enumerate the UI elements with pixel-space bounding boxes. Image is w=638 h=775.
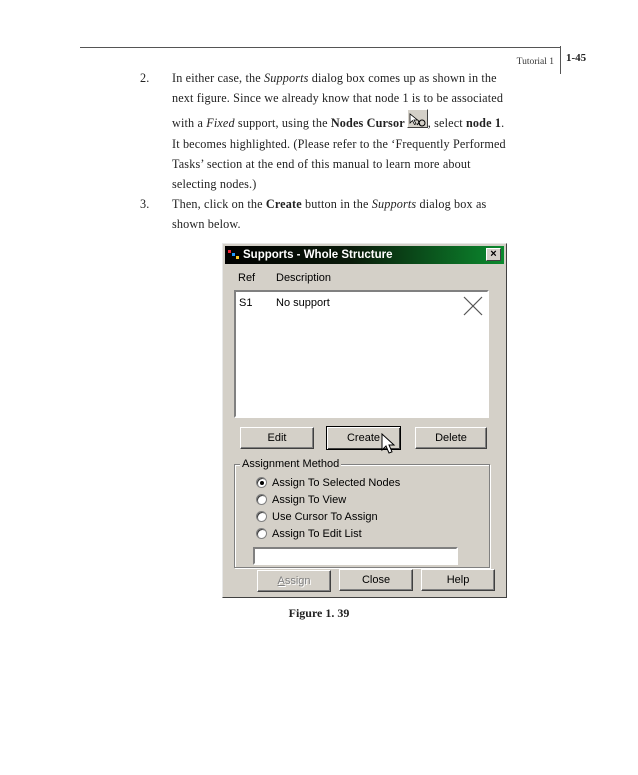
column-header-ref: Ref <box>238 272 256 284</box>
help-button[interactable]: Help <box>421 569 495 591</box>
column-header-description: Description <box>276 272 332 284</box>
step-number: 3. <box>140 197 150 211</box>
radio-button[interactable] <box>256 511 267 522</box>
radio-button[interactable] <box>256 528 267 539</box>
dialog-title-bar[interactable] <box>225 246 504 264</box>
dialog-title: Supports - Whole Structure <box>243 249 393 261</box>
text-run: Then, click on the <box>172 197 266 211</box>
text-line <box>172 68 562 88</box>
supports-dialog <box>222 243 507 598</box>
text-run: , select <box>427 116 466 130</box>
text-run: button in the <box>301 197 372 211</box>
create-button[interactable]: Create <box>326 426 401 450</box>
nodes-cursor-icon <box>407 109 428 128</box>
supports-list[interactable] <box>234 290 489 418</box>
text-line: selecting nodes.) <box>172 177 257 191</box>
radio-button[interactable] <box>256 494 267 505</box>
assign-mnemonic: A <box>277 575 285 587</box>
radio-button-checked[interactable] <box>256 477 267 488</box>
text-line <box>172 108 562 134</box>
text-bold: Nodes Cursor <box>330 116 405 130</box>
text-bold: Create <box>265 197 302 211</box>
radio-label: Assign To View <box>272 494 347 506</box>
row-ref: S1 <box>239 297 253 309</box>
step-number: 2. <box>140 71 150 85</box>
text-run: with a <box>172 116 207 130</box>
text-italic: Supports <box>371 197 417 211</box>
step-2 <box>140 68 570 191</box>
step-3 <box>140 194 570 236</box>
radio-label: Assign To Selected Nodes <box>272 477 401 489</box>
radio-label: Use Cursor To Assign <box>272 511 378 523</box>
assign-button[interactable] <box>257 570 331 592</box>
close-button[interactable]: Close <box>339 569 413 591</box>
figure-caption: Figure 1. 39 <box>288 606 350 620</box>
step-text <box>172 194 562 234</box>
text-run: dialog box comes up as shown in the <box>308 71 497 85</box>
text-run: dialog box as <box>416 197 487 211</box>
text-line: next figure. Since we already know that node 1 is to be associated <box>172 91 504 105</box>
text-line <box>172 194 562 214</box>
edit-list-input[interactable] <box>253 547 458 565</box>
text-bold: node 1 <box>466 116 502 130</box>
mouse-cursor-icon <box>381 433 397 455</box>
text-line: It becomes highlighted. (Please refer to the ‘Frequently Performed <box>172 137 506 151</box>
page-number: 1-45 <box>566 52 587 64</box>
text-line: shown below. <box>172 217 241 231</box>
radio-label: Assign To Edit List <box>272 528 362 540</box>
text-run: In either case, the <box>172 71 264 85</box>
edit-button[interactable]: Edit <box>240 427 314 449</box>
group-label: Assignment Method <box>242 458 340 470</box>
text-run: support, using the <box>234 116 331 130</box>
close-icon[interactable]: × <box>486 248 501 261</box>
text-run: . <box>501 116 505 130</box>
no-support-cross-icon <box>462 295 484 317</box>
assignment-method-group <box>234 458 490 568</box>
step-text <box>172 68 562 194</box>
text-italic: Supports <box>264 71 309 85</box>
row-description: No support <box>276 297 330 309</box>
delete-button[interactable]: Delete <box>415 427 487 449</box>
app-icon <box>228 250 240 260</box>
header-rule <box>80 47 560 48</box>
text-line: Tasks’ section at the end of this manual to learn more about <box>172 157 471 171</box>
assign-label: ssign <box>284 575 311 587</box>
running-header: Tutorial 1 <box>516 57 554 67</box>
text-italic: Fixed <box>206 116 235 130</box>
